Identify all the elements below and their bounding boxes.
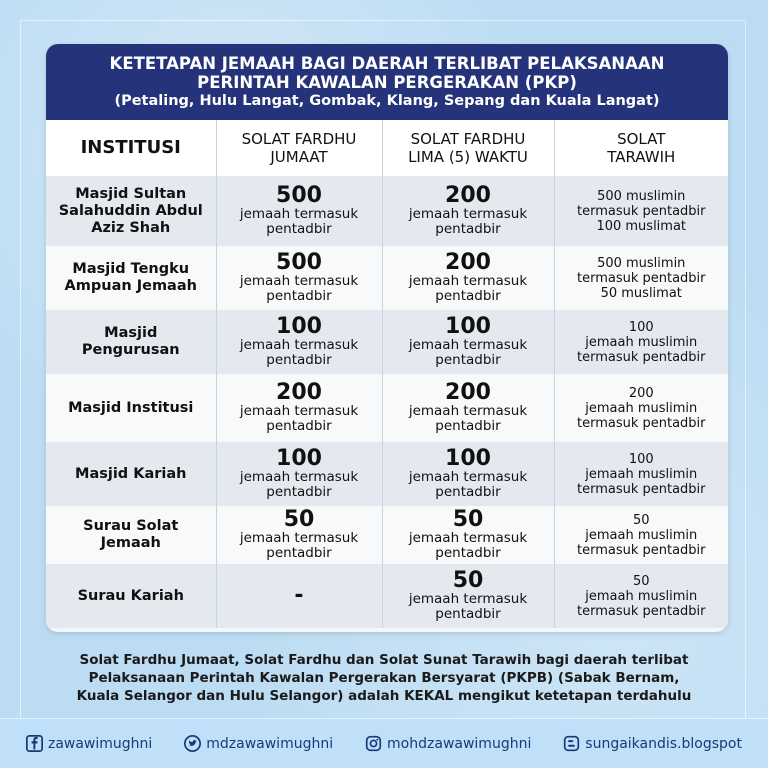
tarawih-line: 200 <box>628 385 654 401</box>
table-header-banner <box>46 44 728 120</box>
table-row <box>46 310 728 374</box>
column-header-lima-waktu <box>382 120 554 176</box>
instagram-handle: mohdzawawimughni <box>387 735 532 752</box>
lima-waktu-cell-number: 200 <box>445 183 491 208</box>
lima-waktu-cell-number: 50 <box>452 507 484 532</box>
jumaat-cell-text: pentadbir <box>266 352 332 368</box>
lima-waktu-cell-text: jemaah termasuk <box>408 591 528 607</box>
tarawih-line: 50 muslimat <box>600 285 682 301</box>
jumaat-cell-number: 500 <box>276 183 322 208</box>
table-row <box>46 442 728 506</box>
header-districts: (Petaling, Hulu Langat, Gombak, Klang, Sepang dan Kuala Langat) <box>114 93 660 109</box>
institution-name-cell <box>46 176 216 246</box>
column-header-tarawih <box>554 120 728 176</box>
institution-name-cell <box>46 506 216 564</box>
lima-waktu-cell-text: pentadbir <box>435 221 501 237</box>
tarawih-line: 500 muslimin <box>597 188 686 204</box>
tarawih-cell <box>554 506 728 564</box>
tarawih-cell <box>554 246 728 310</box>
jumaat-cell <box>216 506 382 564</box>
instagram-icon <box>365 735 382 752</box>
tarawih-line: termasuk pentadbir <box>576 542 706 558</box>
tarawih-line: 100 muslimat <box>596 218 687 234</box>
lima-waktu-cell-text: pentadbir <box>435 606 501 622</box>
header-title-line1: KETETAPAN JEMAAH BAGI DAERAH TERLIBAT PELAKSANAAN <box>109 54 665 73</box>
column-header-lima-line2: LIMA (5) WAKTU <box>408 148 528 166</box>
jumaat-cell-number: 100 <box>276 446 322 471</box>
table-row <box>46 564 728 628</box>
tarawih-line: termasuk pentadbir <box>576 603 706 619</box>
tarawih-line: 50 <box>632 573 650 589</box>
jumaat-cell-text: jemaah termasuk <box>239 403 359 419</box>
institution-name-cell <box>46 246 216 310</box>
tarawih-line: termasuk pentadbir <box>576 270 706 286</box>
tarawih-line: 50 <box>632 512 650 528</box>
jumaat-cell <box>216 310 382 374</box>
institution-name-line: Aziz Shah <box>91 219 171 236</box>
institution-name-line: Pengurusan <box>81 342 180 358</box>
lima-waktu-cell-number: 50 <box>452 568 484 593</box>
tarawih-cell <box>554 564 728 628</box>
tarawih-line: jemaah muslimin <box>585 466 698 482</box>
tarawih-cell <box>554 176 728 246</box>
jumaat-cell-number: 100 <box>276 314 322 339</box>
tarawih-line: jemaah muslimin <box>585 527 698 543</box>
social-footer <box>0 718 768 768</box>
lima-waktu-cell <box>382 442 554 506</box>
lima-waktu-cell-text: jemaah termasuk <box>408 337 528 353</box>
lima-waktu-cell <box>382 176 554 246</box>
institution-name-line: Masjid Kariah <box>75 465 187 482</box>
lima-waktu-cell <box>382 564 554 628</box>
institution-name-cell <box>46 310 216 374</box>
column-header-row <box>46 120 728 176</box>
lima-waktu-cell-text: jemaah termasuk <box>408 403 528 419</box>
institution-name-cell <box>46 442 216 506</box>
institution-name-line: Salahuddin Abdul <box>58 202 203 219</box>
jemaah-table-card <box>46 44 728 632</box>
column-header-jumaat-line1: SOLAT FARDHU <box>241 130 357 148</box>
lima-waktu-cell-text: pentadbir <box>435 484 501 500</box>
jumaat-cell <box>216 176 382 246</box>
lima-waktu-cell-number: 200 <box>445 380 491 405</box>
tarawih-line: jemaah muslimin <box>585 334 698 350</box>
lima-waktu-cell-text: pentadbir <box>435 288 501 304</box>
jumaat-cell-text: jemaah termasuk <box>239 469 359 485</box>
column-header-institusi: INSTITUSI <box>46 120 216 176</box>
institution-name-line: Masjid Tengku <box>72 261 190 277</box>
jumaat-cell-text: jemaah termasuk <box>239 273 359 289</box>
jumaat-cell-text: pentadbir <box>266 545 332 561</box>
jumaat-cell-number: 50 <box>283 507 315 532</box>
jumaat-cell <box>216 442 382 506</box>
tarawih-line: termasuk pentadbir <box>576 349 706 365</box>
lima-waktu-cell-text: jemaah termasuk <box>408 206 528 222</box>
tarawih-line: termasuk pentadbir <box>576 415 706 431</box>
tarawih-line: 100 <box>628 319 654 335</box>
instagram-link[interactable] <box>365 735 531 752</box>
table-row <box>46 176 728 246</box>
jumaat-cell-number: 500 <box>276 250 322 275</box>
institution-name-line: Masjid <box>104 325 158 341</box>
institution-name-line: Masjid Sultan <box>75 185 187 202</box>
lima-waktu-cell-number: 100 <box>445 446 491 471</box>
jumaat-cell-number: - <box>294 583 304 608</box>
lima-waktu-cell-text: jemaah termasuk <box>408 273 528 289</box>
institution-name-cell <box>46 374 216 442</box>
footnote-line2: Pelaksanaan Perintah Kawalan Pergerakan Bersyarat (PKPB) (Sabak Bernam, <box>88 670 680 686</box>
footnote-line1: Solat Fardhu Jumaat, Solat Fardhu dan Solat Sunat Tarawih bagi daerah terlibat <box>79 652 689 668</box>
jumaat-cell-number: 200 <box>276 380 322 405</box>
lima-waktu-cell-text: pentadbir <box>435 352 501 368</box>
tarawih-cell <box>554 374 728 442</box>
tarawih-line: termasuk pentadbir <box>576 203 706 219</box>
twitter-icon <box>184 735 201 752</box>
facebook-link[interactable] <box>26 735 152 752</box>
facebook-icon <box>26 735 43 752</box>
tarawih-line: termasuk pentadbir <box>576 481 706 497</box>
institution-name-line: Jemaah <box>100 535 161 551</box>
lima-waktu-cell-text: jemaah termasuk <box>408 469 528 485</box>
blogger-link[interactable] <box>563 735 742 752</box>
jumaat-cell-text: pentadbir <box>266 484 332 500</box>
jumaat-cell-text: pentadbir <box>266 288 332 304</box>
lima-waktu-cell <box>382 506 554 564</box>
institution-name-line: Ampuan Jemaah <box>64 278 197 294</box>
lima-waktu-cell-text: pentadbir <box>435 418 501 434</box>
twitter-handle: mdzawawimughni <box>206 735 334 752</box>
tarawih-line: jemaah muslimin <box>585 400 698 416</box>
blogger-url: sungaikandis.blogspot <box>585 735 742 752</box>
table-row <box>46 246 728 310</box>
facebook-handle: zawawimughni <box>47 735 153 752</box>
institution-name-line: Surau Kariah <box>77 587 184 604</box>
tarawih-cell <box>554 310 728 374</box>
tarawih-cell <box>554 442 728 506</box>
tarawih-line: 500 muslimin <box>597 255 686 271</box>
table-row <box>46 374 728 442</box>
lima-waktu-cell <box>382 246 554 310</box>
column-header-tarawih-line1: SOLAT <box>617 130 666 148</box>
jumaat-cell-text: pentadbir <box>266 418 332 434</box>
footnote-line3: Kuala Selangor dan Hulu Selangor) adalah KEKAL mengikut ketetapan terdahulu <box>76 688 692 704</box>
jumaat-cell-text: jemaah termasuk <box>239 337 359 353</box>
lima-waktu-cell-text: jemaah termasuk <box>408 530 528 546</box>
table-body <box>46 176 728 628</box>
lima-waktu-cell-number: 200 <box>445 250 491 275</box>
footnote <box>0 651 768 705</box>
jumaat-cell-text: pentadbir <box>266 221 332 237</box>
header-title-line2: PERINTAH KAWALAN PERGERAKAN (PKP) <box>197 73 577 92</box>
lima-waktu-cell-text: pentadbir <box>435 545 501 561</box>
jemaah-table <box>46 120 728 628</box>
jumaat-cell-text: jemaah termasuk <box>239 530 359 546</box>
jumaat-cell <box>216 374 382 442</box>
column-header-jumaat <box>216 120 382 176</box>
twitter-link[interactable] <box>184 735 333 752</box>
blogger-icon <box>563 735 580 752</box>
institution-name-line: Surau Solat <box>83 518 179 534</box>
column-header-jumaat-line2: JUMAAT <box>270 148 328 166</box>
jumaat-cell <box>216 246 382 310</box>
tarawih-line: jemaah muslimin <box>585 588 698 604</box>
institution-name-line: Masjid Institusi <box>68 399 194 416</box>
institution-name-cell <box>46 564 216 628</box>
column-header-lima-line1: SOLAT FARDHU <box>410 130 526 148</box>
table-row <box>46 506 728 564</box>
lima-waktu-cell-number: 100 <box>445 314 491 339</box>
column-header-tarawih-line2: TARAWIH <box>607 148 676 166</box>
lima-waktu-cell <box>382 310 554 374</box>
lima-waktu-cell <box>382 374 554 442</box>
jumaat-cell-text: jemaah termasuk <box>239 206 359 222</box>
jumaat-cell <box>216 564 382 628</box>
tarawih-line: 100 <box>628 451 654 467</box>
